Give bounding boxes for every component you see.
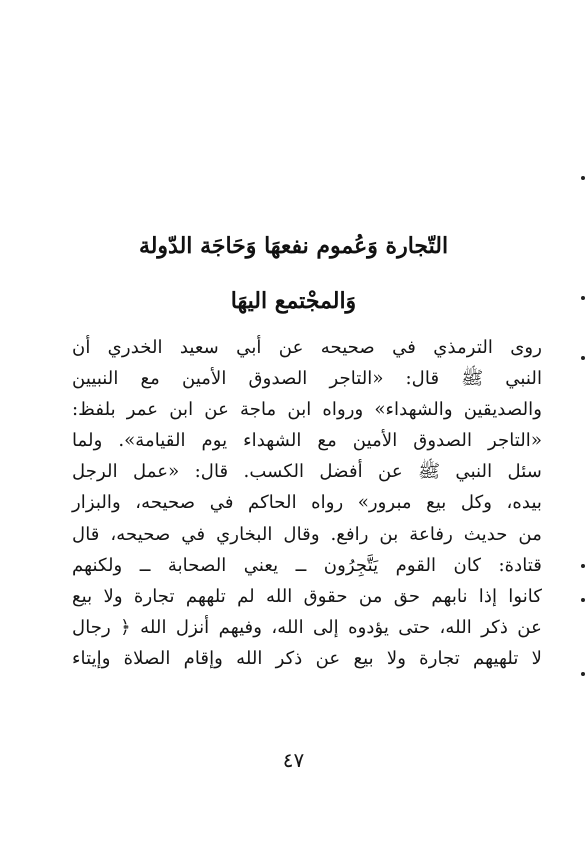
body-line: «التاجر الصدوق الأمين مع الشهداء يوم القيامة». ولما [72, 430, 542, 452]
margin-dot [581, 672, 585, 676]
body-line: لا تلهيهم تجارة ولا بيع عن ذكر الله وإقام الصلاة وإيتاء [72, 647, 542, 669]
margin-dot [581, 564, 585, 568]
body-line: سئل النبي ﷺ عن أفضل الكسب. قال: «عمل الرجل [72, 461, 542, 483]
body-line: بيده، وكل بيع مبرور» رواه الحاكم في صحيحه، والبزار [72, 492, 542, 514]
chapter-title-line-1: التّجارة وَعُموم نفعهَا وَحَاجَة الدّولة [138, 232, 449, 259]
body-text [72, 332, 542, 674]
margin-dot [581, 356, 585, 360]
body-line: روى الترمذي في صحيحه عن أبي سعيد الخدري أن [72, 337, 542, 358]
margin-dot [581, 176, 585, 180]
body-line: عن ذكر الله، حتى يؤدوه إلى الله، وفيهم أنزل الله ﴿ رجال [72, 616, 542, 638]
body-line: من حديث رفاعة بن رافع. وقال البخاري في صحيحه، قال [72, 523, 542, 545]
body-line: والصديقين والشهداء» ورواه ابن ماجة عن ابن عمر بلفظ: [72, 399, 542, 421]
body-line: كانوا إذا نابهم حق من حقوق الله لم تلههم تجارة ولا بيع [72, 585, 542, 607]
chapter-title-line-2: وَالمجْتمع اليهَا [230, 287, 357, 314]
margin-dot [581, 598, 585, 602]
page-number: ٤٧ [282, 748, 305, 772]
body-line: النبي ﷺ قال: «التاجر الصدوق الأمين مع النبيين [72, 368, 542, 390]
body-line: قتادة: كان القوم يَتَّجِرُون ــ يعني الصحابة ــ ولكنهم [72, 554, 542, 576]
